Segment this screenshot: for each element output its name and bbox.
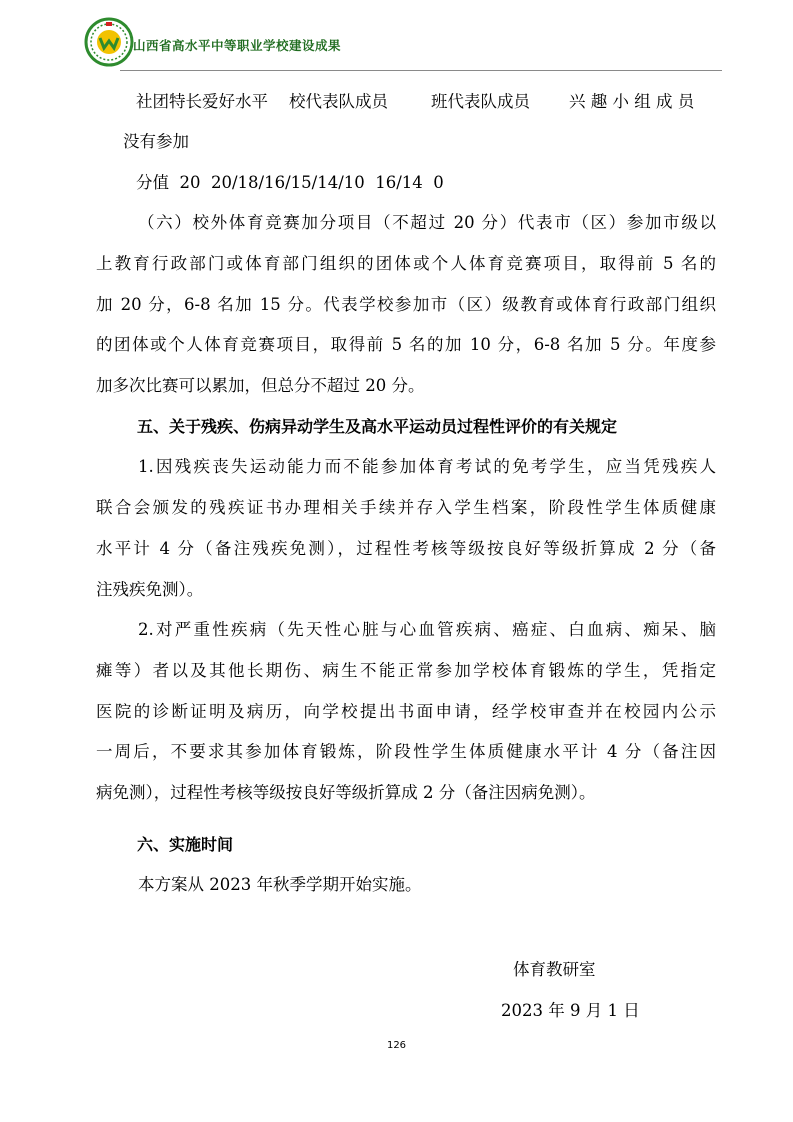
criteria-scores: 分值 20 20/18/16/15/14/10 16/14 0 <box>136 173 444 192</box>
criteria-label: 兴 趣 小 组 成 员 <box>569 92 695 111</box>
paragraph-line: 加 20 分，6-8 名加 15 分。代表学校参加市（区）级教育或体育行政部门组织 <box>96 295 716 314</box>
criteria-label-tail-text: 没有参加 <box>123 132 189 151</box>
paragraph-line: 本方案从 2023 年秋季学期开始实施。 <box>138 875 422 894</box>
paragraph-line: 瘫等）者以及其他长期伤、病生不能正常参加学校体育锻炼的学生，凭指定 <box>96 661 716 680</box>
criteria-label: 社团特长爱好水平 <box>136 92 268 111</box>
header-divider <box>120 70 722 71</box>
signature-office: 体育教研室 <box>513 960 596 979</box>
page-number: 126 <box>386 1040 407 1051</box>
paragraph-line: 加多次比赛可以累加，但总分不超过 20 分。 <box>96 376 425 395</box>
paragraph-line: 病免测），过程性考核等级按良好等级折算成 2 分（备注因病免测）。 <box>96 783 596 802</box>
paragraph-line: （六）校外体育竞赛加分项目（不超过 20 分）代表市（区）参加市级以 <box>138 213 716 232</box>
criteria-label: 校代表队成员 <box>289 92 388 111</box>
section-heading: 五、关于残疾、伤病异动学生及高水平运动员过程性评价的有关规定 <box>137 417 618 436</box>
page-header <box>84 17 722 73</box>
paragraph-line: 水平计 4 分（备注残疾免测），过程性考核等级按良好等级折算成 2 分（备 <box>96 539 716 558</box>
paragraph-line: 1.因残疾丧失运动能力而不能参加体育考试的免考学生，应当凭残疾人 <box>138 457 716 476</box>
paragraph-line: 的团体或个人体育竞赛项目，取得前 5 名的加 10 分，6-8 名加 5 分。年度参 <box>96 335 716 354</box>
paragraph-line: 医院的诊断证明及病历，向学校提出书面申请，经学校审查并在校园内公示 <box>96 702 716 721</box>
signature-date: 2023 年 9 月 1 日 <box>501 1001 640 1020</box>
section-heading: 六、实施时间 <box>137 835 234 854</box>
header-title: 山西省高水平中等职业学校建设成果 <box>133 38 342 53</box>
paragraph-line: 上教育行政部门或体育部门组织的团体或个人体育竞赛项目，取得前 5 名的 <box>96 254 716 273</box>
paragraph-line: 2.对严重性疾病（先天性心脏与心血管疾病、癌症、白血病、痴呆、脑 <box>138 620 716 639</box>
criteria-label: 班代表队成员 <box>431 92 530 111</box>
paragraph-line: 注残疾免测）。 <box>96 580 204 599</box>
paragraph-line: 一周后，不要求其参加体育锻炼，阶段性学生体质健康水平计 4 分（备注因 <box>96 742 716 761</box>
paragraph-line: 联合会颁发的残疾证书办理相关手续并存入学生档案，阶段性学生体质健康 <box>96 498 716 517</box>
school-logo-icon <box>84 17 134 67</box>
